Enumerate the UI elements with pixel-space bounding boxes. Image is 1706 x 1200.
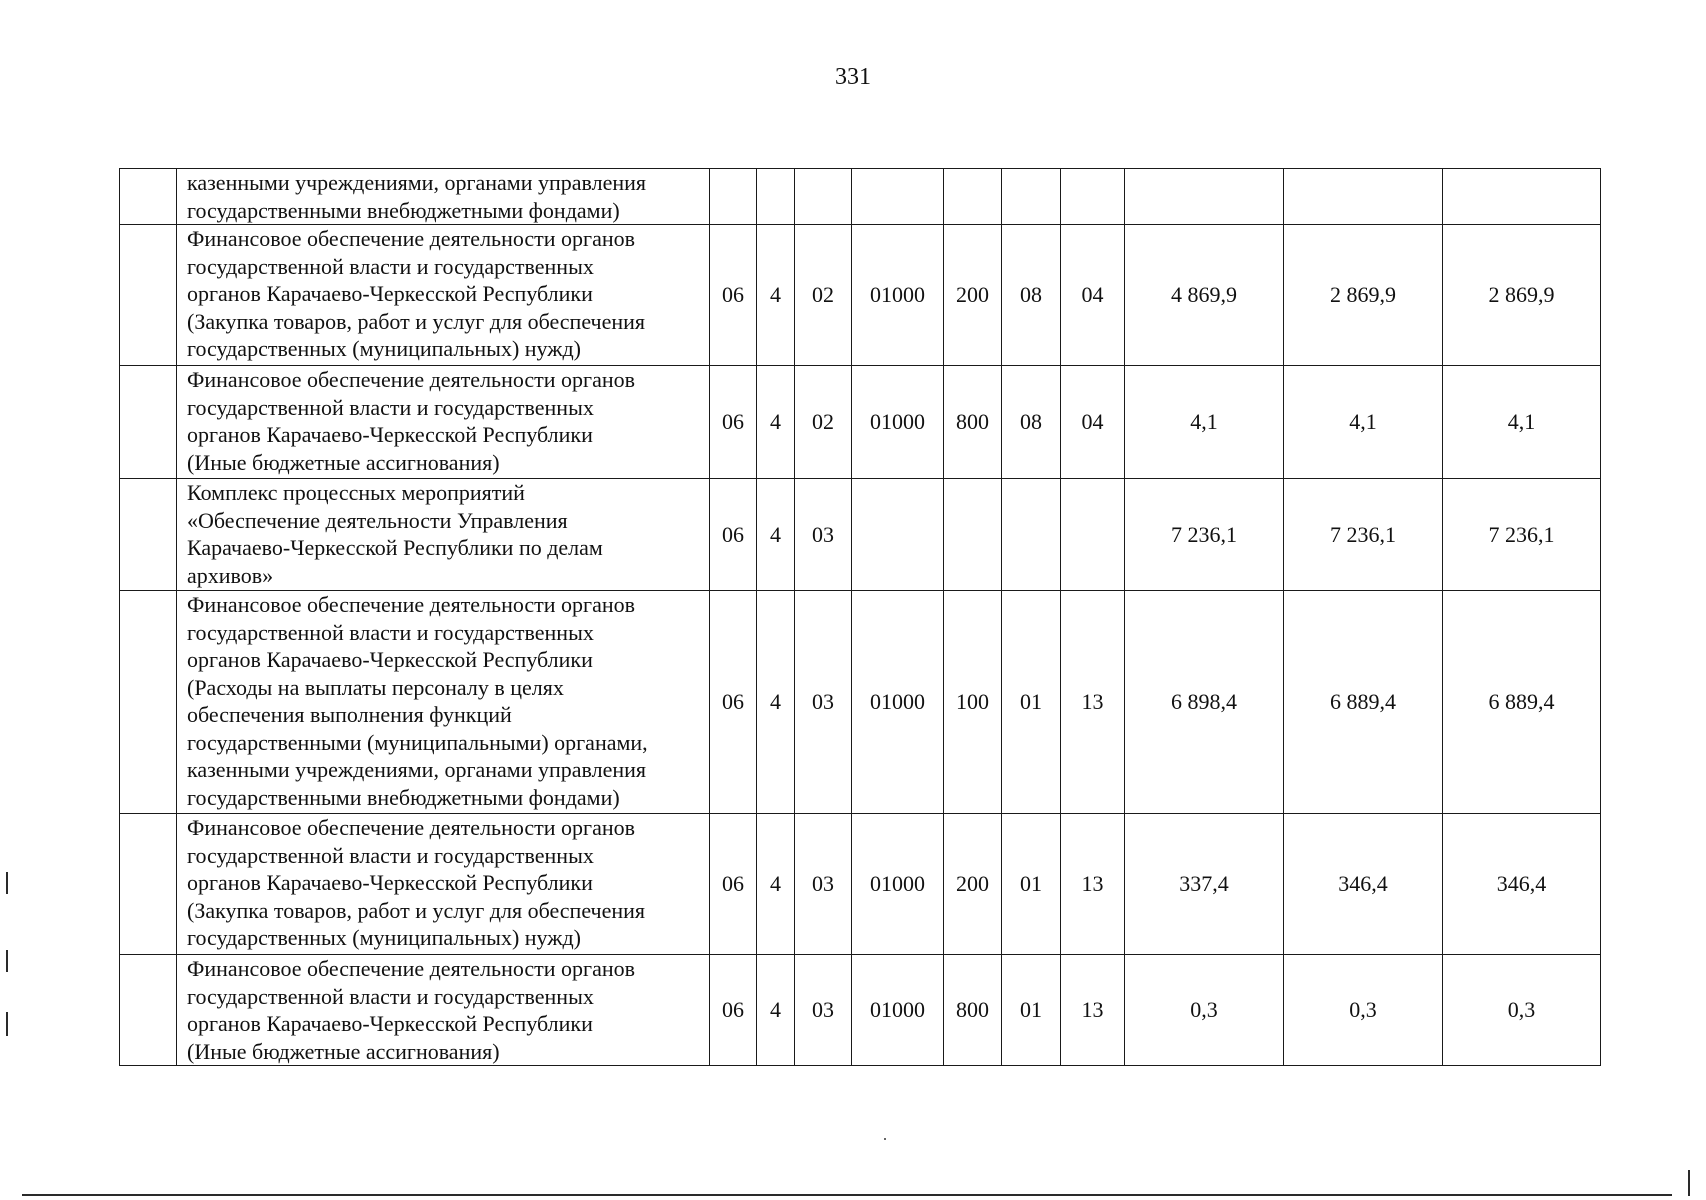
cell-subprogram-code — [795, 169, 852, 225]
cell-ministry-code: 06 — [710, 366, 757, 479]
cell-expense-type: 200 — [944, 225, 1002, 366]
cell-row-number — [120, 479, 177, 591]
description-line: (Закупка товаров, работ и услуг для обеспечения — [187, 897, 646, 923]
cell-subsection — [1061, 169, 1125, 225]
budget-table — [119, 168, 1601, 1066]
cell-amount-year-3: 7 236,1 — [1443, 479, 1601, 591]
description-line: Финансовое обеспечение деятельности органов — [187, 367, 636, 392]
cell-expense-type — [944, 169, 1002, 225]
description-line: обеспечения выполнения функций — [187, 702, 512, 727]
cell-description — [177, 591, 710, 814]
cell-description — [177, 225, 710, 366]
cell-description — [177, 479, 710, 591]
description-line: государственными внебюджетными фондами) — [187, 784, 620, 810]
cell-direction-code: 01000 — [852, 366, 944, 479]
cell-section: 08 — [1002, 225, 1061, 366]
cell-subsection: 13 — [1061, 591, 1125, 814]
cell-row-number — [120, 366, 177, 479]
description-line: казенными учреждениями, органами управления — [187, 757, 647, 782]
scan-artifact-left-mark — [6, 1012, 8, 1036]
scan-artifact-bottom-line — [22, 1194, 1672, 1196]
cell-section: 01 — [1002, 814, 1061, 955]
cell-description — [177, 366, 710, 479]
description-line: государственными (муниципальными) органами, — [187, 729, 648, 755]
description-line: (Иные бюджетные ассигнования) — [187, 449, 500, 475]
table-row — [120, 591, 1601, 814]
cell-section: 01 — [1002, 591, 1061, 814]
cell-subprogram-code: 03 — [795, 814, 852, 955]
description-line: (Иные бюджетные ассигнования) — [187, 1038, 500, 1064]
cell-section: 01 — [1002, 955, 1061, 1066]
cell-amount-year-1: 4,1 — [1125, 366, 1284, 479]
cell-amount-year-3: 2 869,9 — [1443, 225, 1601, 366]
cell-amount-year-1: 4 869,9 — [1125, 225, 1284, 366]
cell-description — [177, 814, 710, 955]
description-line: архивов» — [187, 562, 274, 588]
description-line: органов Карачаево-Черкесской Республики — [187, 422, 593, 447]
description-line: (Расходы на выплаты персоналу в целях — [187, 674, 564, 700]
description-line: Финансовое обеспечение деятельности органов — [187, 815, 636, 840]
cell-subsection: 13 — [1061, 814, 1125, 955]
cell-amount-year-3: 346,4 — [1443, 814, 1601, 955]
cell-amount-year-1 — [1125, 169, 1284, 225]
cell-program-code — [757, 169, 795, 225]
table-row — [120, 225, 1601, 366]
cell-program-code: 4 — [757, 479, 795, 591]
cell-program-code: 4 — [757, 225, 795, 366]
cell-amount-year-2: 6 889,4 — [1284, 591, 1443, 814]
cell-row-number — [120, 225, 177, 366]
description-line: органов Карачаево-Черкесской Республики — [187, 870, 593, 895]
cell-ministry-code: 06 — [710, 479, 757, 591]
cell-ministry-code: 06 — [710, 955, 757, 1066]
table-row — [120, 479, 1601, 591]
cell-expense-type: 200 — [944, 814, 1002, 955]
cell-amount-year-2 — [1284, 169, 1443, 225]
scan-artifact-dot — [884, 1138, 886, 1140]
cell-row-number — [120, 814, 177, 955]
cell-subprogram-code: 02 — [795, 225, 852, 366]
table-row — [120, 955, 1601, 1066]
cell-ministry-code: 06 — [710, 591, 757, 814]
description-line: государственной власти и государственных — [187, 253, 594, 279]
description-line: государственной власти и государственных — [187, 983, 594, 1009]
cell-direction-code — [852, 169, 944, 225]
description-line: Финансовое обеспечение деятельности органов — [187, 592, 636, 617]
description-line: Комплекс процессных мероприятий — [187, 480, 525, 505]
cell-amount-year-2: 2 869,9 — [1284, 225, 1443, 366]
cell-direction-code: 01000 — [852, 591, 944, 814]
cell-row-number — [120, 591, 177, 814]
cell-amount-year-3 — [1443, 169, 1601, 225]
cell-expense-type: 100 — [944, 591, 1002, 814]
cell-amount-year-2: 4,1 — [1284, 366, 1443, 479]
cell-direction-code: 01000 — [852, 225, 944, 366]
cell-row-number — [120, 955, 177, 1066]
cell-expense-type: 800 — [944, 955, 1002, 1066]
scan-artifact-right-mark — [1688, 1170, 1690, 1196]
cell-program-code: 4 — [757, 955, 795, 1066]
description-line: «Обеспечение деятельности Управления — [187, 507, 568, 533]
cell-subsection: 04 — [1061, 225, 1125, 366]
description-line: органов Карачаево-Черкесской Республики — [187, 281, 593, 306]
cell-amount-year-1: 6 898,4 — [1125, 591, 1284, 814]
cell-expense-type: 800 — [944, 366, 1002, 479]
cell-amount-year-3: 4,1 — [1443, 366, 1601, 479]
description-line: государственной власти и государственных — [187, 619, 594, 645]
cell-subprogram-code: 02 — [795, 366, 852, 479]
cell-amount-year-2: 0,3 — [1284, 955, 1443, 1066]
cell-amount-year-1: 7 236,1 — [1125, 479, 1284, 591]
description-line: государственных (муниципальных) нужд) — [187, 925, 581, 950]
description-line: (Закупка товаров, работ и услуг для обеспечения — [187, 308, 646, 334]
cell-amount-year-1: 337,4 — [1125, 814, 1284, 955]
cell-description — [177, 169, 710, 225]
cell-expense-type — [944, 479, 1002, 591]
cell-direction-code: 01000 — [852, 955, 944, 1066]
scan-artifact-left-mark — [6, 950, 8, 972]
table-row — [120, 169, 1601, 225]
description-line: Финансовое обеспечение деятельности органов — [187, 956, 636, 981]
description-line: государственными внебюджетными фондами) — [187, 197, 620, 223]
cell-subprogram-code: 03 — [795, 955, 852, 1066]
cell-subprogram-code: 03 — [795, 591, 852, 814]
page-number: 331 — [835, 64, 871, 90]
cell-subprogram-code: 03 — [795, 479, 852, 591]
cell-program-code: 4 — [757, 814, 795, 955]
cell-row-number — [120, 169, 177, 225]
cell-subsection: 13 — [1061, 955, 1125, 1066]
description-line: казенными учреждениями, органами управления — [187, 170, 647, 195]
cell-section — [1002, 479, 1061, 591]
cell-ministry-code: 06 — [710, 225, 757, 366]
cell-amount-year-2: 7 236,1 — [1284, 479, 1443, 591]
scan-artifact-left-mark — [6, 872, 8, 894]
cell-section — [1002, 169, 1061, 225]
cell-ministry-code — [710, 169, 757, 225]
cell-amount-year-3: 0,3 — [1443, 955, 1601, 1066]
table-row — [120, 814, 1601, 955]
cell-amount-year-3: 6 889,4 — [1443, 591, 1601, 814]
table-body — [120, 169, 1601, 1066]
description-line: органов Карачаево-Черкесской Республики — [187, 647, 593, 672]
description-line: государственной власти и государственных — [187, 394, 594, 420]
description-line: Карачаево-Черкесской Республики по делам — [187, 535, 603, 560]
description-line: государственных (муниципальных) нужд) — [187, 336, 581, 361]
cell-program-code: 4 — [757, 591, 795, 814]
cell-subsection — [1061, 479, 1125, 591]
cell-section: 08 — [1002, 366, 1061, 479]
cell-amount-year-2: 346,4 — [1284, 814, 1443, 955]
cell-description — [177, 955, 710, 1066]
cell-ministry-code: 06 — [710, 814, 757, 955]
cell-amount-year-1: 0,3 — [1125, 955, 1284, 1066]
description-line: государственной власти и государственных — [187, 842, 594, 868]
description-line: органов Карачаево-Черкесской Республики — [187, 1011, 593, 1036]
cell-program-code: 4 — [757, 366, 795, 479]
description-line: Финансовое обеспечение деятельности органов — [187, 226, 636, 251]
table-row — [120, 366, 1601, 479]
cell-subsection: 04 — [1061, 366, 1125, 479]
cell-direction-code — [852, 479, 944, 591]
cell-direction-code: 01000 — [852, 814, 944, 955]
